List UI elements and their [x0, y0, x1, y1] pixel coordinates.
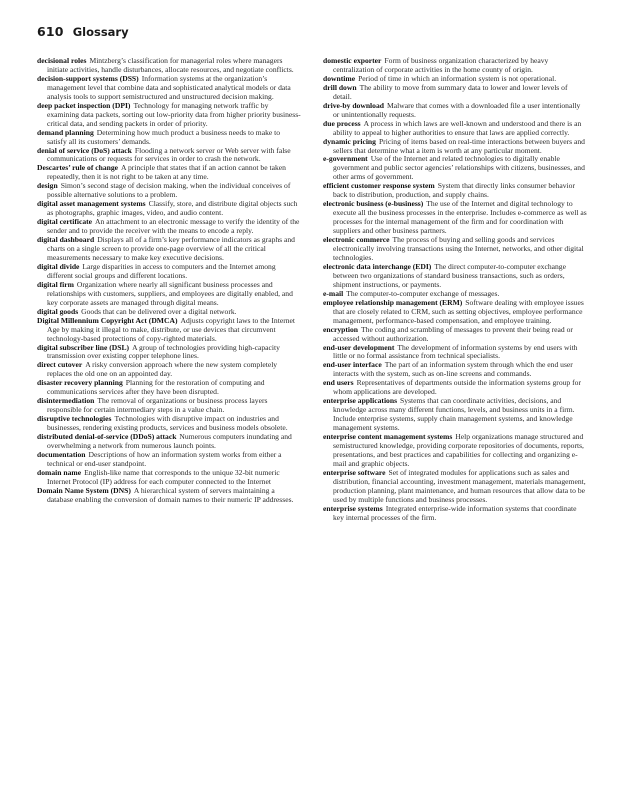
glossary-term: end-user development	[323, 342, 395, 352]
glossary-definition: Systems that can coordinate activities, decisions, and knowledge across many different functions, levels, and business units in a firm. Include enterprise systems, supply chain management systems, and knowledge management systems.	[333, 396, 575, 433]
glossary-term: demand planning	[37, 127, 94, 137]
glossary-entry	[37, 397, 301, 415]
glossary-term: due process	[323, 118, 361, 128]
page-title: Glossary	[72, 25, 129, 39]
glossary-definition: Set of integrated modules for applications such as sales and distribution, financial accounting, investment management, materials management, production planning, plant maintenance, and human resources that allow data to be used by multiple functions and business processes.	[333, 467, 586, 504]
glossary-term: encryption	[323, 324, 359, 334]
glossary-entry	[37, 469, 301, 487]
glossary-term: digital asset management systems	[37, 199, 146, 209]
glossary-term: digital subscriber line (DSL)	[37, 342, 130, 352]
glossary-term: end users	[323, 378, 354, 388]
glossary-entry	[37, 281, 301, 308]
glossary-definition: Classify, store, and distribute digital objects such as photographs, graphic images, video, and audio content.	[47, 199, 298, 218]
glossary-entry	[323, 263, 587, 290]
glossary-term: drill down	[323, 82, 357, 92]
glossary-entry	[37, 57, 301, 75]
glossary-term: enterprise applications	[323, 396, 398, 406]
glossary-term: e-mail	[323, 288, 344, 298]
glossary-entry	[37, 164, 301, 182]
glossary-entry	[323, 505, 587, 523]
glossary-term: digital firm	[37, 279, 74, 289]
glossary-term: digital certificate	[37, 217, 93, 227]
glossary-definition: The direct computer-to-computer exchange between two organizations of standard business transactions, such as orders, shipment instructions, or payments.	[333, 261, 566, 289]
glossary-definition: Help organizations manage structured and semistructured knowledge, providing corporate repositories of documents, reports, presentations, and best practices and capabilities for collecting and organizing e-mail and graphic objects.	[333, 432, 584, 468]
glossary-definition: The coding and scrambling of messages to prevent their being read or accessed without authorization.	[333, 324, 573, 343]
glossary-definition: Organization where nearly all significant business processes and relationships with customers, suppliers, and employees are digitally enabled, and key corporate assets are managed through digital means.	[47, 279, 293, 307]
glossary-term: disruptive technologies	[37, 414, 112, 424]
glossary-definition: Adjusts copyright laws to the Internet Age by making it illegal to make, distribute, or use devices that circumvent technology-based protections of copy-righted materials.	[47, 315, 296, 343]
glossary-entry	[323, 138, 587, 156]
glossary-definition: Information systems at the organization’s management level that combine data and sophisticated analytical models or data analysis tools to support semistructured and unstructured decision making.	[47, 73, 291, 101]
glossary-definition: The removal of organizations or business process layers responsible for certain intermediary steps in a value chain.	[47, 396, 268, 415]
glossary-entry	[37, 147, 301, 165]
glossary-entry	[323, 344, 587, 362]
glossary-term: digital goods	[37, 306, 79, 316]
glossary-columns	[37, 57, 587, 523]
glossary-term: direct cutover	[37, 360, 83, 370]
glossary-entry	[37, 361, 301, 379]
glossary-definition: Simon’s second stage of decision making, when the individual conceives of possible alternative solutions to a problem.	[47, 181, 291, 200]
glossary-term: employee relationship management (ERM)	[323, 297, 463, 307]
glossary-term: downtime	[323, 73, 356, 83]
glossary-entry	[37, 433, 301, 451]
glossary-entry	[37, 415, 301, 433]
glossary-definition: A principle that states that if an action cannot be taken repeatedly, then it is not right to be taken at any time.	[47, 163, 286, 182]
glossary-entry	[323, 182, 587, 200]
glossary-entry	[37, 75, 301, 102]
glossary-term: domestic exporter	[323, 56, 382, 65]
glossary-definition: A hierarchical system of servers maintaining a database enabling the conversion of domain names to their numeric IP addresses.	[47, 485, 294, 504]
glossary-entry	[323, 433, 587, 469]
glossary-term: disaster recovery planning	[37, 378, 123, 388]
glossary-entry	[37, 102, 301, 129]
glossary-term: distributed denial-of-service (DDoS) attack	[37, 432, 177, 442]
glossary-definition: Mintzberg’s classification for managerial roles where managers initiate activities, handle disturbances, allocate resources, and negotiate conflicts.	[47, 56, 294, 74]
glossary-term: domain name	[37, 467, 82, 477]
glossary-definition: The use of the Internet and digital technology to execute all the business processes in the enterprise. Includes e-commerce as well as processes for the internal management of the firm and for coordination with suppliers and other business partners.	[333, 199, 587, 236]
glossary-definition: Numerous computers inundating and overwhelming a network from numerous launch points.	[47, 432, 292, 450]
glossary-definition: Goods that can be delivered over a digital network.	[81, 306, 237, 316]
glossary-definition: Period of time in which an information system is not operational.	[358, 73, 557, 83]
glossary-entry	[37, 218, 301, 236]
glossary-entry	[37, 263, 301, 281]
glossary-term: documentation	[37, 449, 86, 459]
glossary-entry	[37, 487, 301, 505]
glossary-entry	[37, 129, 301, 147]
glossary-term: Descartes’ rule of change	[37, 163, 119, 173]
glossary-definition: Integrated enterprise-wide information systems that coordinate key internal processes of the firm.	[333, 503, 577, 522]
glossary-definition: Form of business organization characterized by heavy centralization of corporate activities in the home county of origin.	[333, 56, 549, 74]
page-header	[37, 24, 587, 50]
glossary-definition: Malware that comes with a downloaded file a user intentionally or unintentionally requests.	[333, 100, 581, 119]
glossary-definition: Software dealing with employee issues that are closely related to CRM, such as setting objectives, employee performance management, performance-based compensation, and employee training.	[333, 297, 584, 325]
glossary-entry	[37, 451, 301, 469]
glossary-term: end-user interface	[323, 360, 382, 370]
glossary-definition: Representatives of departments outside the information systems group for whom applications are developed.	[333, 378, 581, 397]
glossary-entry	[323, 397, 587, 433]
glossary-term: electronic commerce	[323, 235, 390, 245]
glossary-entry	[323, 57, 587, 75]
glossary-definition: Technology for managing network traffic by examining data packets, sorting out low-priority data from higher priority business-critical data, and sending packets in order of priority.	[47, 100, 301, 128]
glossary-definition: The process of buying and selling goods and services electronically involving transactions using the Internet, networks, and other digital technologies.	[333, 235, 584, 262]
glossary-entry	[323, 299, 587, 326]
glossary-definition: The ability to move from summary data to lower and lower levels of detail.	[333, 82, 568, 101]
glossary-term: electronic business (e-business)	[323, 199, 424, 209]
glossary-term: efficient customer response system	[323, 181, 435, 191]
glossary-definition: The development of information systems by end users with little or no formal assistance from technical specialists.	[333, 342, 578, 361]
glossary-definition: A group of technologies providing high-capacity transmission over existing copper telephone lines.	[47, 342, 280, 361]
glossary-term: enterprise content management systems	[323, 432, 453, 442]
glossary-term: enterprise systems	[323, 503, 383, 513]
glossary-definition: A process in which laws are well-known and understood and there is an ability to appeal to higher authorities to ensure that laws are applied correctly.	[333, 118, 582, 137]
glossary-definition: Use of the Internet and related technologies to digitally enable government and public sector agencies’ relationships with citizens, businesses, and other arms of government.	[333, 154, 585, 182]
glossary-entry	[37, 200, 301, 218]
glossary-entry	[323, 326, 587, 344]
glossary-term: design	[37, 181, 58, 191]
glossary-entry	[37, 182, 301, 200]
glossary-term: disintermediation	[37, 396, 95, 406]
glossary-entry	[323, 200, 587, 236]
glossary-entry	[323, 84, 587, 102]
glossary-definition: System that directly links consumer behavior back to distribution, production, and supply chains.	[333, 181, 575, 200]
glossary-entry	[323, 102, 587, 120]
page-number: 610	[37, 24, 64, 39]
glossary-term: enterprise software	[323, 467, 386, 477]
glossary-entry	[323, 120, 587, 138]
glossary-definition: Technologies with disruptive impact on industries and businesses, rendering existing products, services and business models obsolete.	[47, 414, 288, 433]
glossary-definition: Displays all of a firm’s key performance indicators as graphs and charts on a single screen to provide one-page overview of all the critical measurements necessary to make key executive decisions.	[47, 235, 295, 262]
glossary-term: decision-support systems (DSS)	[37, 73, 139, 83]
glossary-term: e-government	[323, 154, 368, 164]
glossary-definition: An attachment to an electronic message to verify the identity of the sender and to provide the receiver with the means to encode a reply.	[47, 217, 300, 236]
glossary-entry	[323, 155, 587, 182]
glossary-term: Domain Name System (DNS)	[37, 485, 131, 495]
glossary-definition: A risky conversion approach where the new system completely replaces the old one on an appointed day.	[47, 360, 278, 379]
glossary-definition: English-like name that corresponds to the unique 32-bit numeric Internet Protocol (IP) address for each computer connected to the Internet	[47, 467, 280, 486]
glossary-term: electronic data interchange (EDI)	[323, 261, 432, 271]
glossary-definition: The part of an information system through which the end user interacts with the system, such as on-line screens and commands.	[333, 360, 573, 379]
glossary-term: digital dashboard	[37, 235, 95, 245]
glossary-entry	[37, 379, 301, 397]
glossary-right-column	[323, 57, 587, 523]
glossary-definition: Descriptions of how an information system works from either a technical or end-user standpoint.	[47, 449, 282, 468]
glossary-definition: Pricing of items based on real-time interactions between buyers and sellers that determine what a item is worth at any particular moment.	[333, 136, 585, 155]
glossary-entry	[323, 379, 587, 397]
glossary-term: drive-by download	[323, 100, 384, 110]
glossary-definition: The computer-to-computer exchange of messages.	[346, 288, 500, 298]
glossary-term: deep packet inspection (DPI)	[37, 100, 131, 110]
glossary-entry	[323, 236, 587, 263]
glossary-term: decisional roles	[37, 56, 87, 65]
glossary-entry	[323, 469, 587, 505]
glossary-definition: Determining how much product a business needs to make to satisfy all its customers’ demands.	[47, 127, 281, 146]
glossary-definition: Flooding a network server or Web server with false communications or requests for services in order to crash the network.	[47, 145, 291, 164]
glossary-term: dynamic pricing	[323, 136, 376, 146]
glossary-entry	[323, 361, 587, 379]
glossary-term: Digital Millennium Copyright Act (DMCA)	[37, 315, 178, 325]
glossary-definition: Large disparities in access to computers and the Internet among different social groups and different locations.	[47, 261, 276, 280]
glossary-definition: Planning for the restoration of computing and communications services after they have been disrupted.	[47, 378, 265, 397]
glossary-term: denial of service (DoS) attack	[37, 145, 132, 155]
glossary-left-column	[37, 57, 301, 523]
glossary-entry	[37, 317, 301, 344]
glossary-entry	[37, 236, 301, 263]
glossary-entry	[37, 344, 301, 362]
glossary-term: digital divide	[37, 261, 80, 271]
